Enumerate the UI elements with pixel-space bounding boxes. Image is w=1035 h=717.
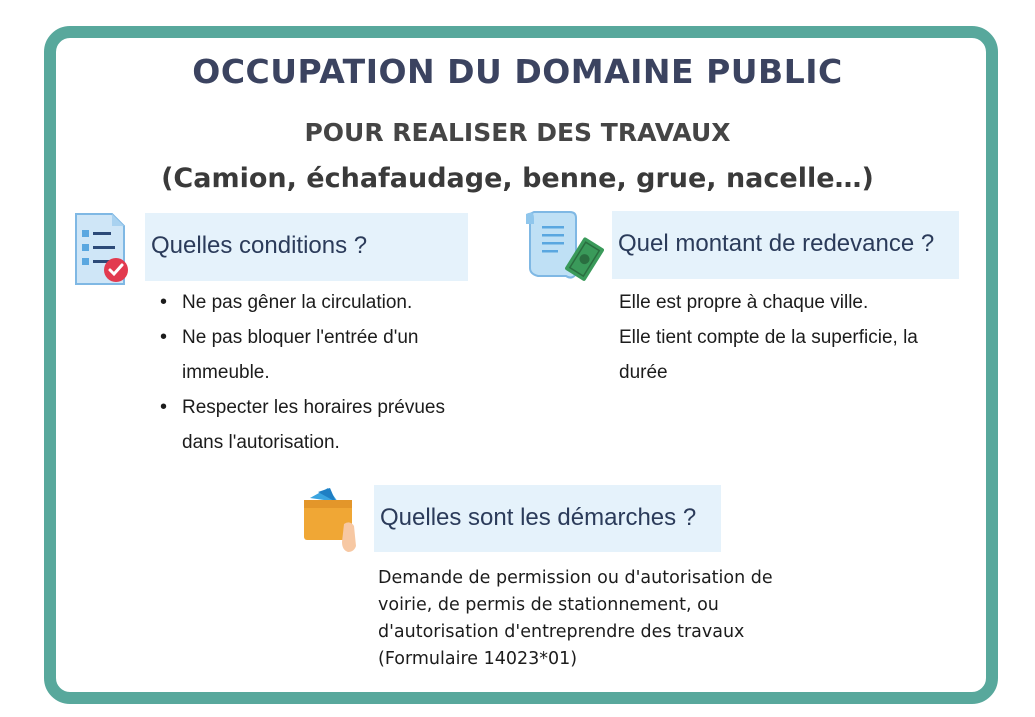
conditions-heading: Quelles conditions ?: [145, 213, 468, 281]
receipt-money-icon: [522, 208, 604, 282]
checklist-icon: [72, 210, 134, 288]
page-title: OCCUPATION DU DOMAINE PUBLIC: [192, 52, 843, 91]
page-subtitle: POUR REALISER DES TRAVAUX: [304, 118, 731, 147]
conditions-list: [156, 285, 456, 460]
demarches-text: Demande de permission ou d'autorisation de voirie, de permis de stationnement, ou d'autorisation d'entreprendre des travaux (Formulaire 14023*01): [378, 568, 773, 669]
demarches-heading: Quelles sont les démarches ?: [374, 485, 721, 552]
list-item: • Ne pas bloquer l'entrée d'un immeuble.: [156, 320, 456, 390]
redevance-line: Elle est propre à chaque ville.: [619, 292, 869, 313]
redevance-heading: Quel montant de redevance ?: [612, 211, 959, 279]
page-subtitle-examples: (Camion, échafaudage, benne, grue, nacelle…): [161, 163, 874, 194]
folder-hand-icon: [300, 484, 362, 556]
redevance-text: [619, 285, 949, 390]
list-item: • Respecter les horaires prévues dans l'autorisation.: [156, 390, 456, 460]
list-item: • Ne pas gêner la circulation.: [156, 285, 456, 320]
redevance-line: Elle tient compte de la superficie, la durée: [619, 327, 918, 383]
